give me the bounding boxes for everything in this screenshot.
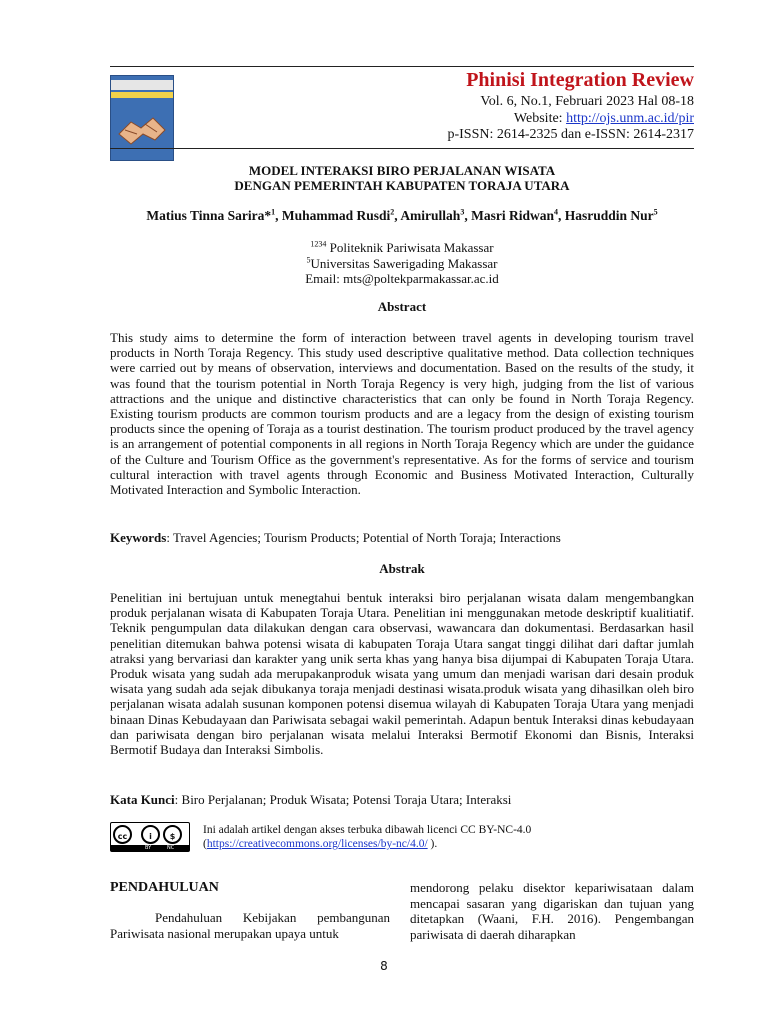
author-email: Email: mts@poltekparmakassar.ac.id (305, 271, 499, 286)
body-left-column: Pendahuluan Kebijakan pembangunan Pariwisata nasional merupakan upaya untuk (110, 910, 390, 941)
affiliation-1 (110, 240, 694, 256)
license-line-1: Ini adalah artikel dengan akses terbuka dibawah licenci CC BY-NC-4.0 (203, 824, 532, 836)
author-sup: 3 (460, 207, 465, 217)
affiliation-sup: 5 (306, 255, 311, 265)
cc-nc-label: NC (167, 845, 175, 851)
license-close-paren: ). (427, 838, 438, 850)
affiliation-sup: 1234 (310, 239, 327, 249)
header-bottom-rule (110, 148, 694, 149)
article-title (110, 163, 694, 193)
affiliation-2 (110, 256, 694, 272)
author-name: Muhammad Rusdi (281, 208, 391, 223)
affiliation-text: Politeknik Pariwisata Makassar (326, 240, 494, 255)
handshake-icon (117, 104, 167, 148)
website-label: Website: (513, 111, 567, 126)
author-name: Amirullah (400, 208, 461, 223)
keywords-text: : Travel Agencies; Tourism Products; Potential of North Toraja; Interactions (166, 530, 561, 545)
author-list: Matius Tinna Sarira*$^1$, Muhammad Rusdi$^2$, Amirullah$^3$, Masri Ridwan$^4$, Hasruddin Nur$^5$ (146, 207, 658, 223)
author-sup: 2 (390, 207, 395, 217)
license-open-paren: ( (203, 838, 207, 850)
license-line-2 (203, 837, 683, 851)
section-heading-pendahuluan: PENDAHULUAN (110, 880, 219, 895)
volume-line: Vol. 6, No.1, Februari 2023 Hal 08-18 (480, 94, 694, 109)
kata-kunci-text: : Biro Perjalanan; Produk Wisata; Potensi Toraja Utara; Interaksi (174, 792, 512, 807)
license-link[interactable]: https://creativecommons.org/licenses/by-nc/4.0/ (206, 838, 428, 850)
abstract-text: This study aims to determine the form of interaction between travel agents in developing tourism travel products in North Toraja Regency. This study used descriptive qualitative method. Data collection techniques were carried out by means of observation, interviews and documentation. Based on the results of the study, it was found that the tourism potential in North Toraja Regency is very high, judging from the list of various attractions and the unique and distinctive characteristics that can only be found in North Toraja Regency. Existing tourism products are common tourism products and are a legacy from the design of existing tourism products since the opening of Toraja as a tourist destination. The tourism product produced by the travel agency is an arrangement of potential components in all regions in North Toraja Regency which are under the guidance of the Culture and Tourism Office as the government's representative. As for the forms of service and tourism cultural interaction with travel agents through Economic and Business Motivated Interaction, Culturally Motivated Interaction and Symbolic Interaction. (110, 330, 694, 498)
nc-dollar-icon: $ (163, 825, 182, 844)
keywords-label: Keywords (110, 530, 167, 545)
kata-kunci-label: Kata Kunci (110, 792, 175, 807)
abstract-heading: Abstract (377, 299, 427, 314)
cc-by-label: BY (145, 845, 152, 851)
author-sup: 1 (271, 207, 276, 217)
author-name: Masri Ridwan (471, 208, 554, 223)
keywords-line (110, 530, 694, 546)
issn-line: p-ISSN: 2614-2325 dan e-ISSN: 2614-2317 (447, 127, 694, 142)
cc-by-nc-icon (110, 822, 190, 852)
abstrak-text: Penelitian ini bertujuan untuk menegtahui bentuk interaksi biro perjalanan wisata dalam mengembangkan produk perjalanan wisata di Kabupaten Toraja Utara. Penelitian ini menggunakan metode deskriptif kualitiatif. Teknik pengumpulan data dilakukan dengan cara observasi, wawancara dan dokumentasi. Berdasarkan hasil penelitian ditemukan bahwa potensi wisata di kabupaten Toraja Utara sangat tinggi dilihat dari daftar jumlah atraksi yang bervariasi dan karakter yang unik serta khas yang hanya bisa dijumpai di Kabupaten Toraja Utara. Produk wisata yang sudah ada merupakanproduk wisata yang umum dan menjadi warisan dari desain produk wisata yang sudah ada sejak dibukanya toraja menjadi destinasi wisata.produk wisata yang dihasilkan oleh biro perjalanan wisata adalah susunan komponen potensi disemua wilayah di Kabupaten Toraja Utara yang menjadi binaan Dinas Kebudayaan dan Pariwisata sebagai wakil pemerintah. Adapun bentuk Interaksi dinas kebudayaan dan pariwisata dengan biro perjalanan wisata melalui Interaksi Bermotif Ekonomi dan Bisnis, Interaksi Bermotif Budaya dan Interaksi Simbolis. (110, 590, 694, 758)
affiliation-text: Universitas Sawerigading Makassar (310, 256, 498, 271)
journal-title: Phinisi Integration Review (466, 69, 694, 91)
article-title-line-2: DENGAN PEMERINTAH KABUPATEN TORAJA UTARA (234, 178, 570, 193)
cc-icon: cc (113, 825, 132, 844)
article-title-line-1: MODEL INTERAKSI BIRO PERJALANAN WISATA (248, 163, 556, 178)
header-top-rule (110, 66, 694, 67)
by-person-icon: i (141, 825, 160, 844)
website-line (514, 111, 694, 127)
website-link[interactable]: http://ojs.unm.ac.id/pir (566, 111, 694, 126)
kata-kunci-line (110, 792, 694, 808)
author-name: Hasruddin Nur (564, 208, 654, 223)
body-right-column: mendorong pelaku disektor kepariwisataan dalam mencapai sasaran yang digariskan dan tujuan yang ditetapkan (Waani, F.H. 2016). Pengembangan pariwisata di daerah diharapkan (410, 880, 694, 942)
author-name: Matius Tinna Sarira* (146, 208, 272, 223)
abstrak-heading: Abstrak (379, 561, 425, 576)
author-sup: 5 (653, 207, 658, 217)
page-number: 8 (380, 959, 388, 973)
license-text (203, 823, 683, 851)
author-sup: 4 (553, 207, 558, 217)
